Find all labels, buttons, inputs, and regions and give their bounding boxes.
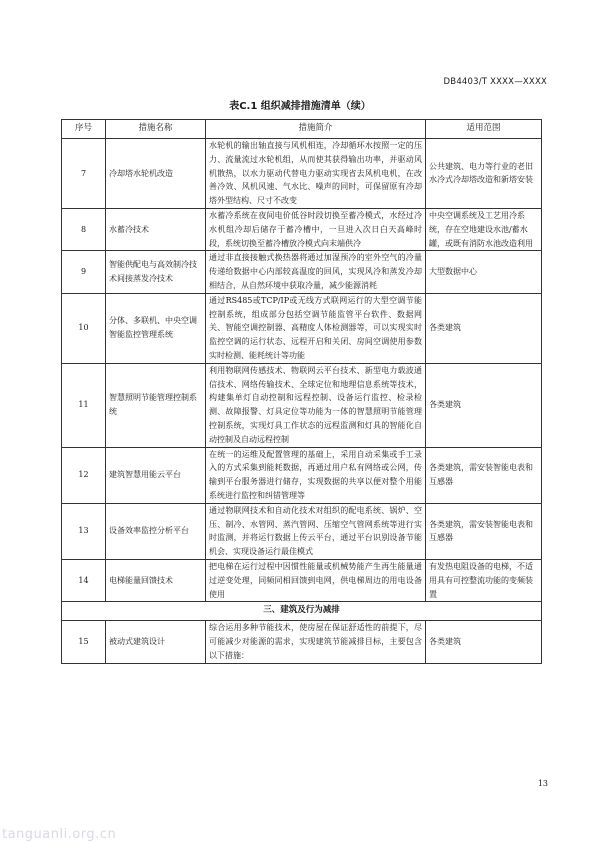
- applicable-scope: 各类建筑: [426, 621, 542, 663]
- table-row: [62, 447, 542, 503]
- table-title: 表C.1 组织减排措施清单（续）: [229, 101, 371, 112]
- row-number: 7: [62, 139, 106, 209]
- measure-description: 把电梯在运行过程中因惯性能量或机械势能产生再生能量通过逆变处理，同频同相回馈到电网，供电梯周边的用电设备使用: [206, 559, 426, 601]
- measure-description: 通过物联网技术和自动化技术对组织的配电系统、锅炉、空压、制冷、水管网、蒸汽管网、压缩空气管网系统等进行实时监测，并将运行数据上传云平台，通过平台识别设备节能机会、实现设备运行最佳模式: [206, 503, 426, 559]
- measure-name: 电梯能量回馈技术: [106, 559, 206, 601]
- document-code: DB4403/T XXXX—XXXX: [443, 77, 547, 87]
- measure-name: 建筑智慧用能云平台: [106, 447, 206, 503]
- applicable-scope: 中央空调系统及工艺用冷系统，存在空地建设水池/蓄水罐，或既有消防水池改造利用: [426, 208, 542, 250]
- applicable-scope: 各类建筑，需安装智能电表和互感器: [426, 447, 542, 503]
- applicable-scope: 有发热电阻设备的电梯，不适用具有可控整流功能的变频装置: [426, 559, 542, 601]
- column-header-desc: 措施简介: [206, 120, 426, 139]
- measure-description: 水轮机的输出轴直接与风机相连，冷却循环水按照一定的压力、流量流过水轮机组，从而使其获得输出功率，并驱动风机散热，以水力驱动代替电力驱动实现省去风机电机，在改善冷效、风机风速、气水比、噪声的同时，可保留原有冷却塔外型结构、尺寸不改变: [206, 139, 426, 209]
- section-row: [62, 602, 542, 621]
- column-header-num: 序号: [62, 120, 106, 139]
- measure-description: 通过非直接接触式换热器将通过加湿预冷的室外空气的冷量传递给数据中心内部较高温度的回风，实现风冷和蒸发冷却相结合，从自然环境中获取冷量，减少能源消耗: [206, 251, 426, 293]
- page-number: 13: [537, 779, 548, 788]
- row-number: 12: [62, 447, 106, 503]
- measure-name: 智能供配电与高效制冷技术间接蒸发冷技术: [106, 251, 206, 293]
- column-header-scope: 适用范围: [426, 120, 542, 139]
- measure-description: 水蓄冷系统在夜间电价低谷时段切换至蓄冷模式，水经过冷水机组冷却后储存于蓄冷槽中，一旦进入次日白天高峰时段，系统切换至蓄冷槽放冷模式向末端供冷: [206, 208, 426, 250]
- row-number: 15: [62, 621, 106, 663]
- column-header-name: 措施名称: [106, 120, 206, 139]
- measure-description: 在统一的运维及配置管理的基础上，采用自动采集或手工录入的方式采集到能耗数据，再通过用户私有网络或公网，传输到平台服务器进行储存，实现数据的共享以便对整个用能系统进行监控和纠错管理等: [206, 447, 426, 503]
- measure-name: 智慧照明节能管理控制系统: [106, 363, 206, 447]
- table-row: [62, 251, 542, 293]
- measure-name: 被动式建筑设计: [106, 621, 206, 663]
- row-number: 14: [62, 559, 106, 601]
- measures-table: [61, 119, 542, 664]
- table-row: [62, 559, 542, 601]
- section-heading: 三、建筑及行为减排: [62, 602, 542, 621]
- measure-description: 通过RS485或TCP/IP或无线方式联网运行的大型空调节能控制系统，组成部分包括空调节能监管平台软件、数据网关、智能空调控制器、高精度人体检测器等，可以实现实时监控空调的运行状态、远程开启和关闭、房间空调使用参数实时检测、能耗统计等功能: [206, 293, 426, 363]
- table-row: [62, 293, 542, 363]
- row-number: 8: [62, 208, 106, 250]
- applicable-scope: 公共建筑、电力等行业的老旧水冷式冷却塔改造和新塔安装: [426, 139, 542, 209]
- applicable-scope: 各类建筑: [426, 293, 542, 363]
- table-row: [62, 208, 542, 250]
- applicable-scope: 各类建筑，需安装智能电表和互感器: [426, 503, 542, 559]
- table-row: [62, 363, 542, 447]
- measure-name: 分体、多联机、中央空调智能监控管理系统: [106, 293, 206, 363]
- row-number: 11: [62, 363, 106, 447]
- measure-name: 冷却塔水轮机改造: [106, 139, 206, 209]
- row-number: 9: [62, 251, 106, 293]
- table-row: [62, 503, 542, 559]
- applicable-scope: 各类建筑: [426, 363, 542, 447]
- table-header-row: [62, 120, 542, 139]
- row-number: 13: [62, 503, 106, 559]
- table-row: [62, 139, 542, 209]
- table-row: [62, 621, 542, 663]
- applicable-scope: 大型数据中心: [426, 251, 542, 293]
- measure-description: 利用物联网传感技术、物联网云平台技术、新型电力载波通信技术、网络传输技术、全球定位和地理信息系统等技术， 构建集单灯自动控制和远程控制、设备运行监控、检录检测、故障报警、灯具定位等功能为一体的智慧照明节能管理控制系统，实现灯具工作状态的远程监测和灯具的智能化自动控制及自动远程控制: [206, 363, 426, 447]
- row-number: 10: [62, 293, 106, 363]
- measure-name: 水蓄冷技术: [106, 208, 206, 250]
- measure-description: 综合运用多种节能技术，使房屋在保证舒适性的前提下，尽可能减少对能源的需求，实现建筑节能减排目标，主要包含以下措施：: [206, 621, 426, 663]
- measure-name: 设备效率监控分析平台: [106, 503, 206, 559]
- watermark: tanguanli.org.cn: [2, 827, 117, 842]
